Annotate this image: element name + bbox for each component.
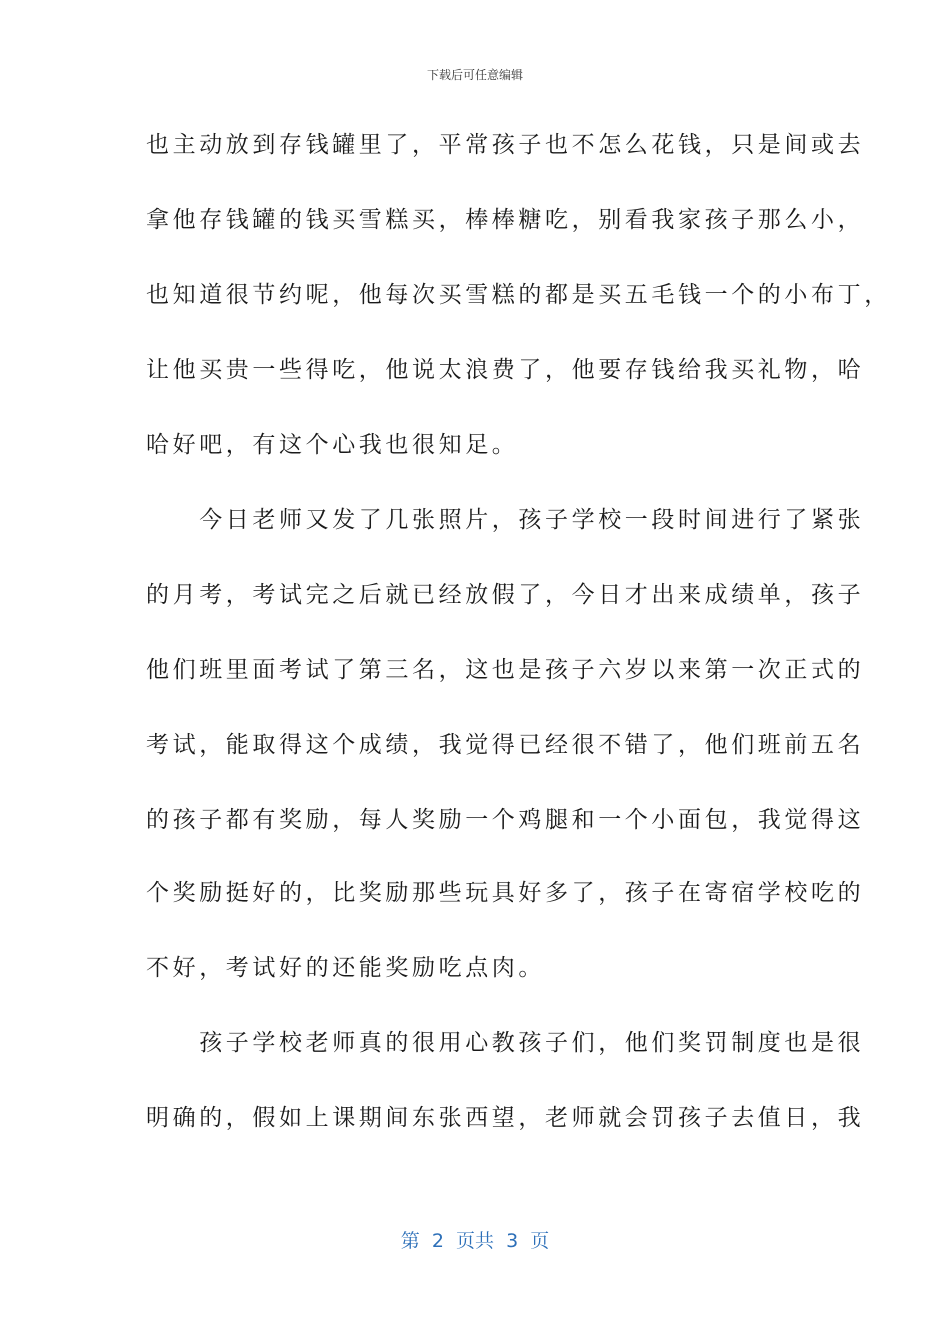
text-line: 哈好吧，有这个心我也很知足。: [146, 432, 519, 458]
text-line: 的孩子都有奖励，每人奖励一个鸡腿和一个小面包，我觉得这: [146, 807, 865, 833]
text-line: 不好，考试好的还能奖励吃点肉。: [146, 955, 545, 981]
text-line: 他们班里面考试了第三名，这也是孩子六岁以来第一次正式的: [146, 657, 865, 683]
text-line: 拿他存钱罐的钱买雪糕买，棒棒糖吃，别看我家孩子那么小，: [146, 207, 865, 233]
text-line: 的月考，考试完之后就已经放假了，今日才出来成绩单，孩子: [146, 582, 865, 608]
text-line: 今日老师又发了几张照片，孩子学校一段时间进行了紧张: [146, 507, 865, 533]
text-line: 个奖励挺好的，比奖励那些玩具好多了，孩子在寄宿学校吃的: [146, 880, 865, 906]
text-line: 也知道很节约呢，他每次买雪糕的都是买五毛钱一个的小布丁，: [146, 282, 891, 308]
page-number-footer: 第 2 页共 3 页: [400, 1230, 550, 1252]
text-line: 让他买贵一些得吃，他说太浪费了，他要存钱给我买礼物，哈: [146, 357, 865, 383]
text-line: 考试，能取得这个成绩，我觉得已经很不错了，他们班前五名: [146, 732, 865, 758]
text-line: 孩子学校老师真的很用心教孩子们，他们奖罚制度也是很: [146, 1030, 865, 1056]
text-line: 也主动放到存钱罐里了，平常孩子也不怎么花钱，只是间或去: [146, 132, 865, 158]
text-line: 明确的，假如上课期间东张西望，老师就会罚孩子去值日，我: [146, 1105, 865, 1131]
page-header: 下载后可任意编辑: [426, 68, 523, 82]
